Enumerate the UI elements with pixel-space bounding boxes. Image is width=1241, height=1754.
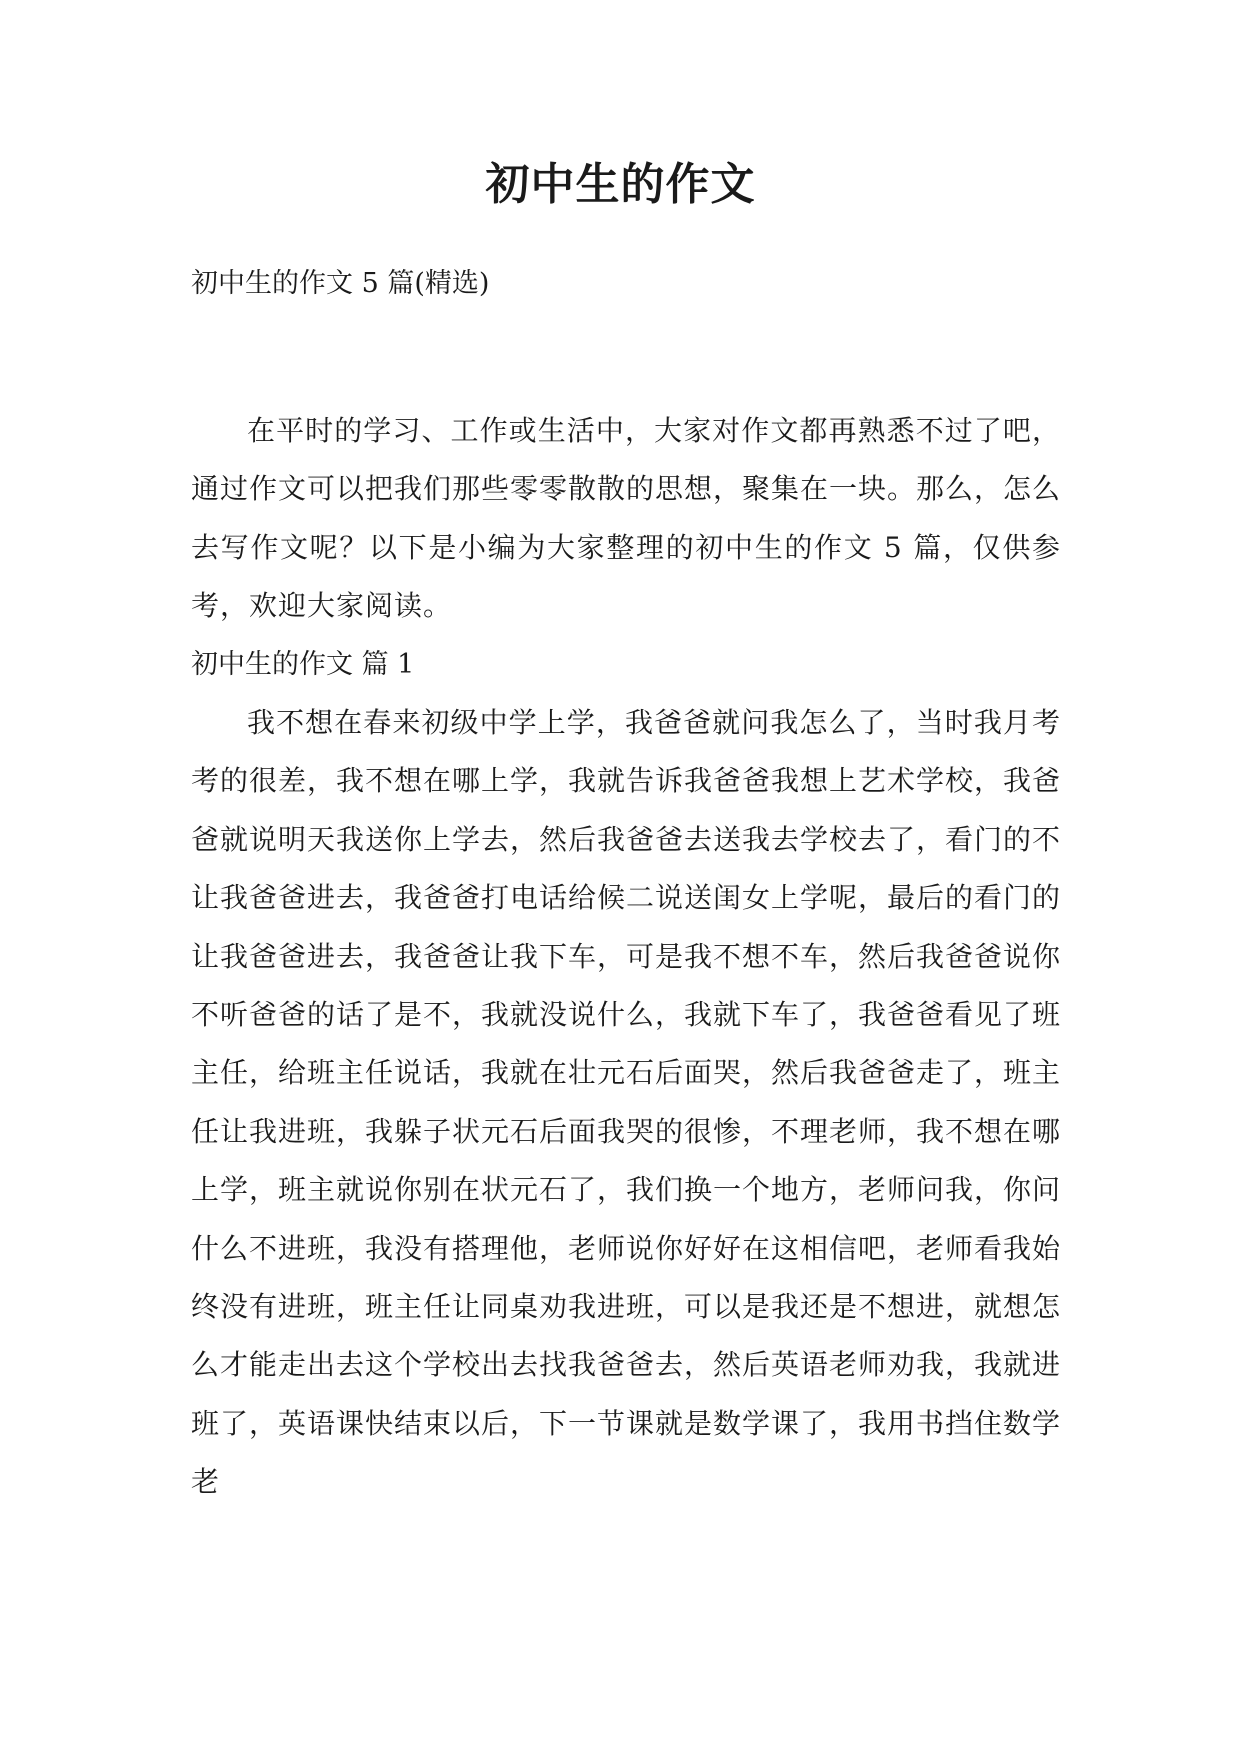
intro-paragraph: 在平时的学习、工作或生活中，大家对作文都再熟悉不过了吧，通过作文可以把我们那些零零散散的思想，聚集在一块。那么，怎么去写作文呢？以下是小编为大家整理的初中生的作文 5 篇，仅供参考，欢迎大家阅读。 xyxy=(191,414,1062,623)
document-subtitle: 初中生的作文 5 篇(精选) xyxy=(191,268,490,299)
document-title: 初中生的作文 xyxy=(485,159,756,210)
section-heading: 初中生的作文 篇 1 xyxy=(191,649,415,680)
section-paragraph: 我不想在春来初级中学上学，我爸爸就问我怎么了，当时我月考考的很差，我不想在哪上学，我就告诉我爸爸我想上艺术学校，我爸爸就说明天我送你上学去，然后我爸爸去送我去学校去了，看门的不让我爸爸进去，我爸爸打电话给候二说送闺女上学呢，最后的看门的让我爸爸进去，我爸爸让我下车，可是我不想不车，然后我爸爸说你不听爸爸的话了是不，我就没说什么，我就下车了，我爸爸看见了班主任，给班主任说话，我就在壮元石后面哭，然后我爸爸走了，班主任让我进班，我躲子状元石后面我哭的很惨，不理老师，我不想在哪上学，班主就说你别在状元石了，我们换一个地方，老师问我，你问什么不进班，我没有搭理他，老师说你好好在这相信吧，老师看我始终没有进班，班主任让同桌劝我进班，可以是我还是不想进，就想怎么才能走出去这个学校出去找我爸爸去，然后英语老师劝我，我就进班了，英语课快结束以后，下一节课就是数学课了，我用书挡住数学老 xyxy=(191,706,1062,1499)
